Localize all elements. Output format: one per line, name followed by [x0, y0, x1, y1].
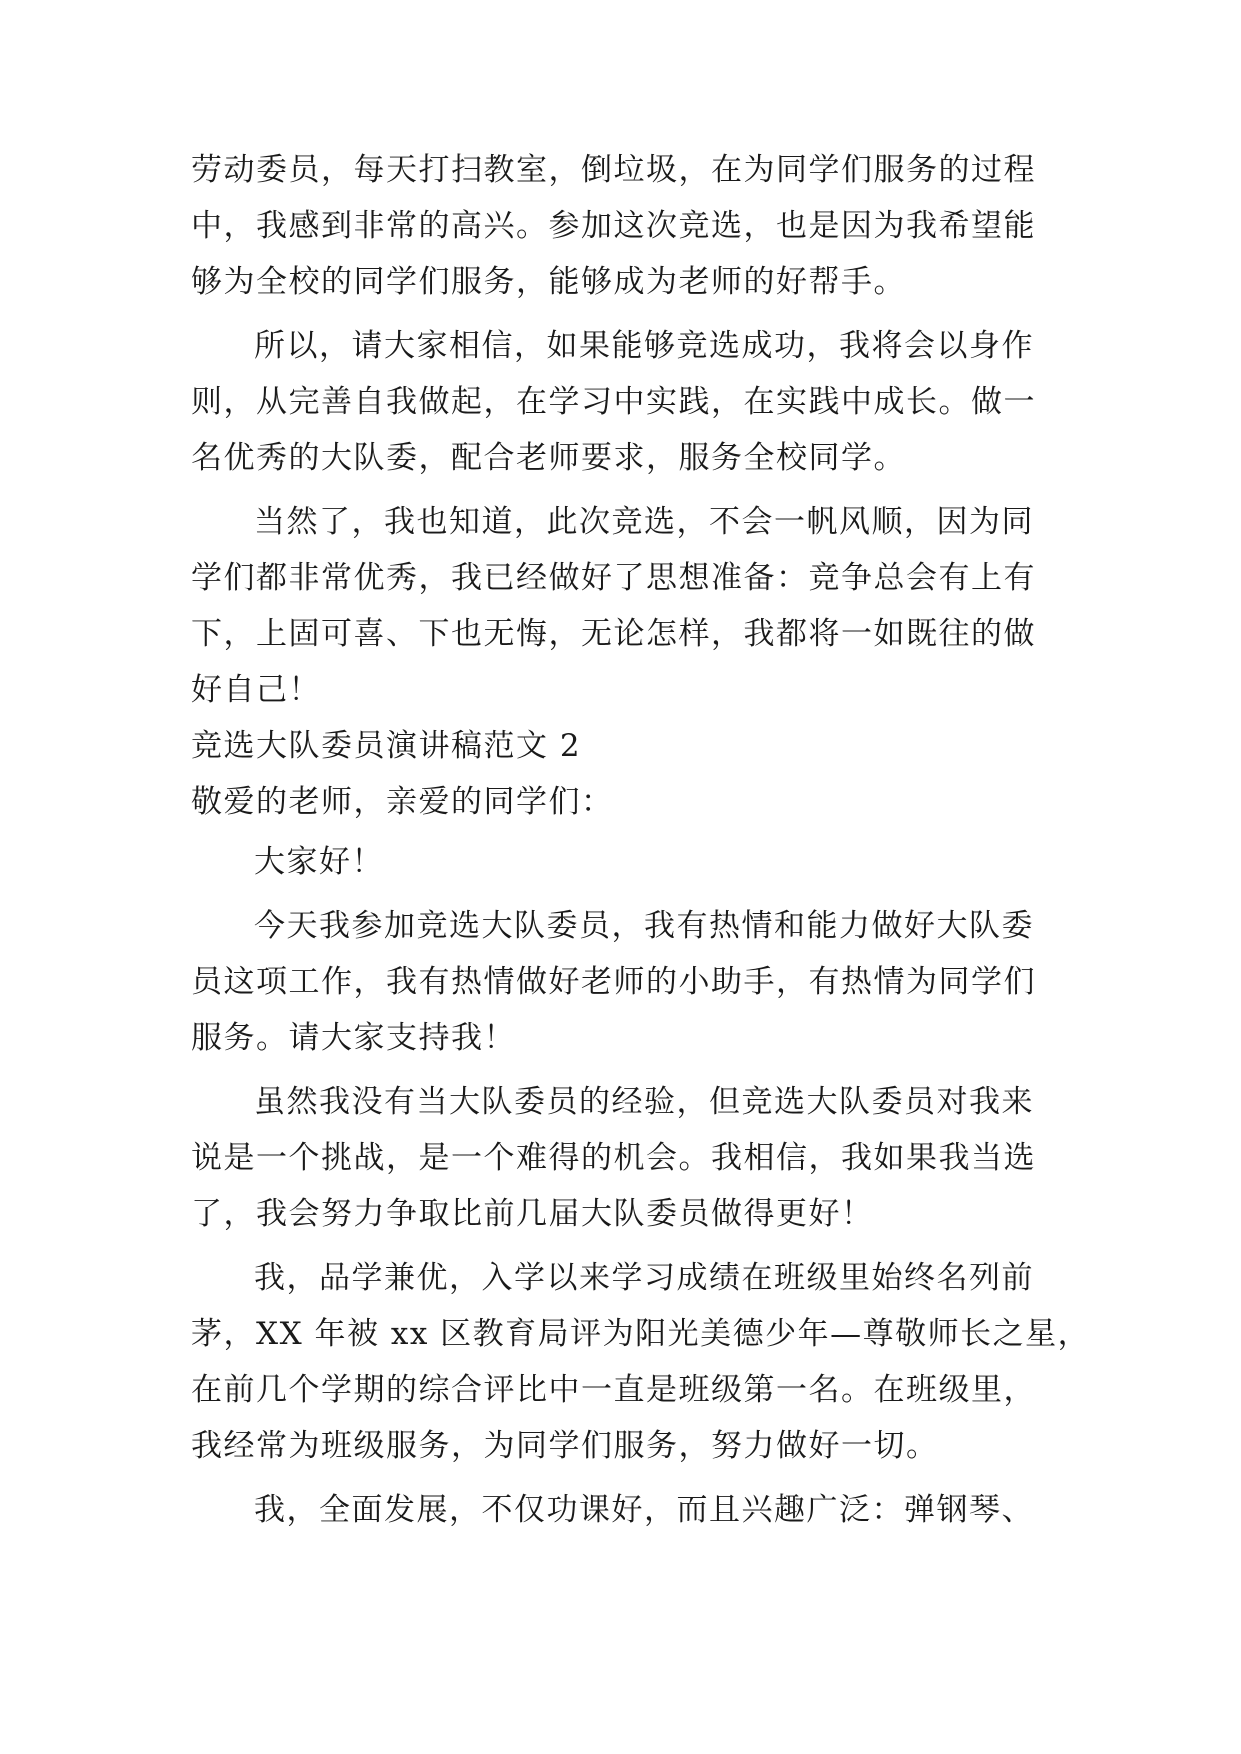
- paragraph-line: 够为全校的同学们服务，能够成为老师的好帮手。: [191, 264, 906, 300]
- paragraph-line: 中，我感到非常的高兴。参加这次竞选，也是因为我希望能: [191, 208, 1036, 244]
- paragraph-line: 名优秀的大队委，配合老师要求，服务全校同学。: [191, 440, 906, 476]
- paragraph-line: 我，品学兼优，入学以来学习成绩在班级里始终名列前: [254, 1260, 1034, 1296]
- section-title: 竞选大队委员演讲稿范文 2: [191, 728, 582, 764]
- paragraph-line: 下，上固可喜、下也无悔，无论怎样，我都将一如既往的做: [191, 616, 1036, 652]
- salutation: 敬爱的老师，亲爱的同学们：: [191, 784, 614, 820]
- paragraph-line: 服务。请大家支持我！: [191, 1020, 516, 1056]
- paragraph-line: 今天我参加竞选大队委员，我有热情和能力做好大队委: [254, 908, 1034, 944]
- paragraph-line: 当然了，我也知道，此次竞选，不会一帆风顺，因为同: [254, 504, 1034, 540]
- greeting: 大家好！: [254, 844, 384, 880]
- paragraph-line: 好自己！: [191, 672, 321, 708]
- paragraph-line: 劳动委员，每天打扫教室，倒垃圾，在为同学们服务的过程: [191, 152, 1036, 188]
- paragraph-line: 说是一个挑战，是一个难得的机会。我相信，我如果我当选: [191, 1140, 1036, 1176]
- paragraph-line: 我，全面发展，不仅功课好，而且兴趣广泛：弹钢琴、: [254, 1492, 1034, 1528]
- paragraph-line: 在前几个学期的综合评比中一直是班级第一名。在班级里，: [191, 1372, 1036, 1408]
- paragraph-line: 我经常为班级服务，为同学们服务，努力做好一切。: [191, 1428, 939, 1464]
- paragraph-line: 茅，XX 年被 xx 区教育局评为阳光美德少年—尊敬师长之星，: [191, 1316, 1091, 1352]
- paragraph-line: 虽然我没有当大队委员的经验，但竞选大队委员对我来: [254, 1084, 1034, 1120]
- paragraph-line: 了，我会努力争取比前几届大队委员做得更好！: [191, 1196, 874, 1232]
- paragraph-line: 员这项工作，我有热情做好老师的小助手，有热情为同学们: [191, 964, 1036, 1000]
- paragraph-line: 则，从完善自我做起，在学习中实践，在实践中成长。做一: [191, 384, 1036, 420]
- paragraph-line: 所以，请大家相信，如果能够竞选成功，我将会以身作: [254, 328, 1034, 364]
- paragraph-line: 学们都非常优秀，我已经做好了思想准备：竞争总会有上有: [191, 560, 1036, 596]
